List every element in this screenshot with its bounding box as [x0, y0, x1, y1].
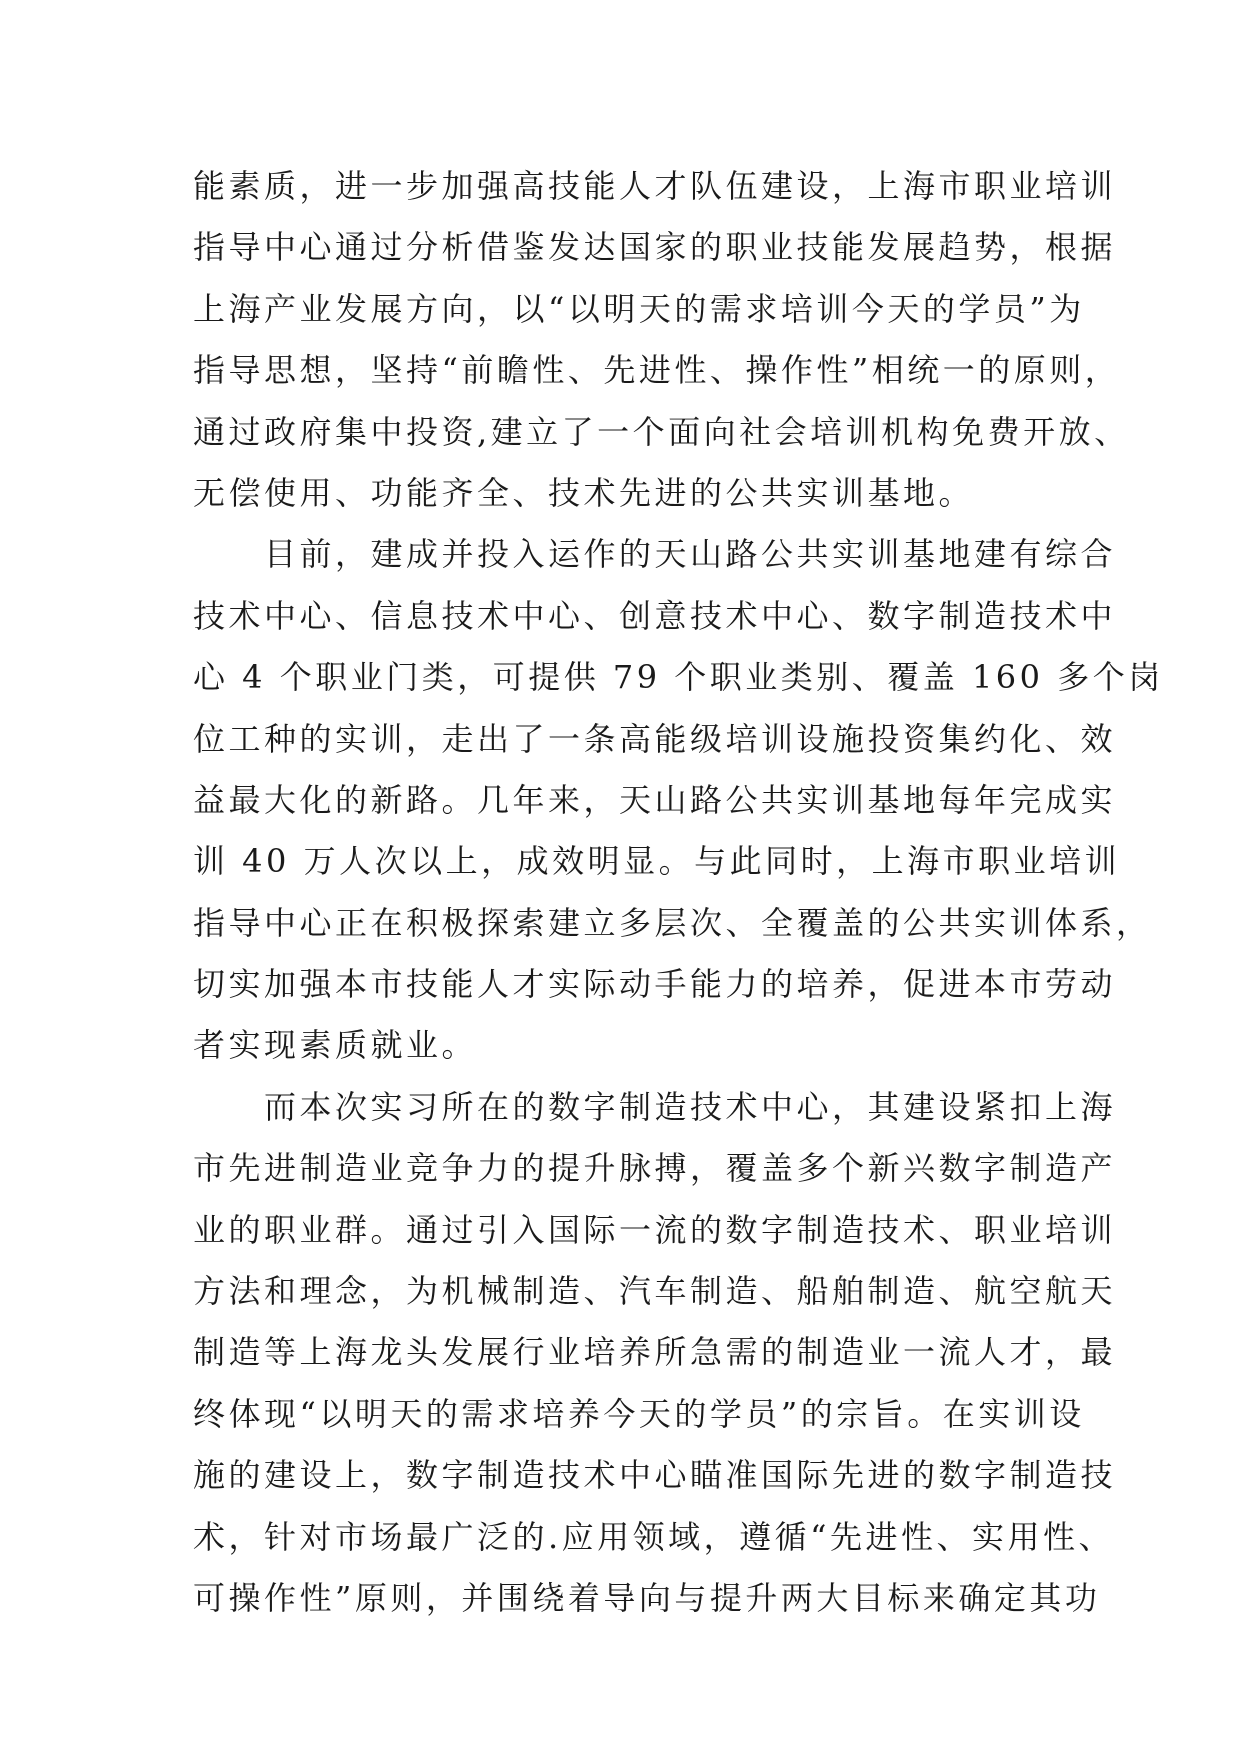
text-line: 而本次实习所在的数字制造技术中心，其建设紧扣上海	[193, 1087, 1117, 1126]
text-line: 指导中心正在积极探索建立多层次、全覆盖的公共实训体系，	[193, 903, 1152, 942]
text-line: 方法和理念，为机械制造、汽车制造、船舶制造、航空航天	[193, 1272, 1117, 1311]
text-line: 心 4 个职业门类，可提供 79 个职业类别、覆盖 160 多个岗	[193, 658, 1164, 697]
text-line: 能素质，进一步加强高技能人才队伍建设，上海市职业培训	[193, 167, 1117, 205]
text-line: 益最大化的新路。几年来，天山路公共实训基地每年完成实	[193, 780, 1117, 819]
text-line: 市先进制造业竞争力的提升脉搏，覆盖多个新兴数字制造产	[193, 1149, 1117, 1188]
text-line: 技术中心、信息技术中心、创意技术中心、数字制造技术中	[193, 596, 1117, 635]
text-line: 位工种的实训，走出了一条高能级培训设施投资集约化、效	[193, 719, 1117, 758]
text-line: 训 40 万人次以上，成效明显。与此同时，上海市职业培训	[193, 842, 1121, 881]
text-line: 上海产业发展方向，以“以明天的需求培训今天的学员”为	[193, 289, 1085, 328]
text-line: 施的建设上，数字制造技术中心瞄准国际先进的数字制造技	[193, 1456, 1117, 1495]
text-line: 者实现素质就业。	[193, 1026, 478, 1065]
text-line: 制造等上海龙头发展行业培养所急需的制造业一流人才，最	[193, 1333, 1117, 1372]
text-line: 术，针对市场最广泛的.应用领域，遵循“先进性、实用性、	[193, 1517, 1115, 1556]
text-line: 指导思想，坚持“前瞻性、先进性、操作性”相统一的原则，	[193, 351, 1121, 390]
text-line: 可操作性”原则，并围绕着导向与提升两大目标来确定其功	[193, 1578, 1101, 1617]
text-line: 通过政府集中投资,建立了一个面向社会培训机构免费开放、	[193, 412, 1130, 451]
text-line: 业的职业群。通过引入国际一流的数字制造技术、职业培训	[193, 1210, 1117, 1249]
text-line: 无偿使用、功能齐全、技术先进的公共实训基地。	[193, 473, 975, 512]
text-line: 切实加强本市技能人才实际动手能力的培养，促进本市劳动	[193, 965, 1117, 1004]
body-text	[193, 156, 1164, 1629]
text-line: 指导中心通过分析借鉴发达国家的职业技能发展趋势，根据	[193, 228, 1117, 267]
text-line: 终体现“以明天的需求培养今天的学员”的宗旨。在实训设	[193, 1394, 1085, 1433]
text-line: 目前，建成并投入运作的天山路公共实训基地建有综合	[193, 535, 1117, 574]
